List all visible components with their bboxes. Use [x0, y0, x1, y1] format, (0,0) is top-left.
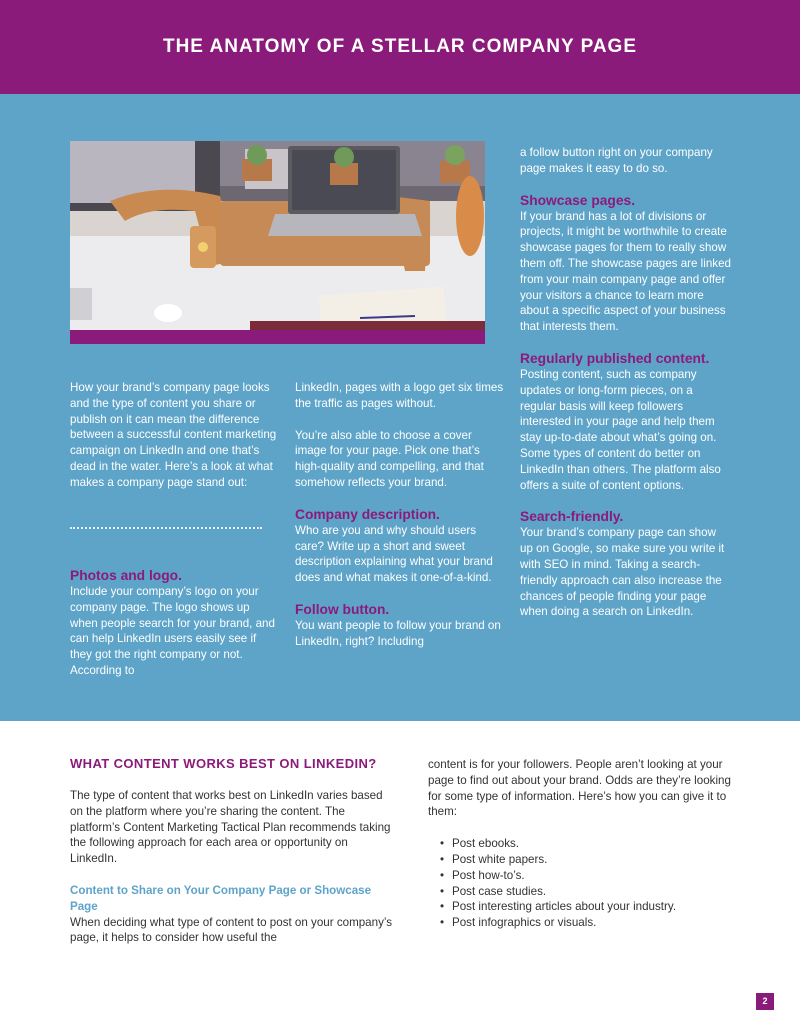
page-header — [0, 0, 800, 94]
list-item: • Post ebooks. — [440, 836, 733, 852]
content-share-body: When deciding what type of content to post on your company’s page, it helps to consider how useful the — [70, 915, 393, 945]
lower-section-title: WHAT CONTENT WORKS BEST ON LINKEDIN? — [70, 756, 377, 771]
page-title: THE ANATOMY OF A STELLAR COMPANY PAGE — [162, 36, 638, 57]
hero-photo — [70, 141, 485, 344]
showcase-body: If your brand has a lot of divisions or projects, it might be worthwhile to create showcase pages for them to really show them off. The showcase pages are linked from your main company page and offer your visitors a chance to learn more about a specific aspect of your business that interests them. — [520, 209, 731, 334]
follow-continuation: a follow button right on your company page makes it easy to do so. — [520, 146, 713, 175]
column-2 — [295, 380, 505, 650]
list-item: • Post interesting articles about your industry. — [440, 899, 733, 915]
regular-content-body: Posting content, such as company updates or long-form pieces, on a regular basis will keep followers interested in your page and help them stay up-to-date about what’s going on. Some types of content do better on LinkedIn than others. The platform also offers a suite of content options. — [520, 367, 721, 492]
follow-button-body: You want people to follow your brand on LinkedIn, right? Including — [295, 618, 501, 648]
page-number: 2 — [756, 993, 774, 1010]
content-ideas-list — [440, 836, 733, 931]
list-item: • Post white papers. — [440, 852, 733, 868]
search-friendly-body: Your brand’s company page can show up on Google, so make sure you write it with SEO in mind. Taking a search-friendly approach can also increase the chances of people finding your page when doing a search on LinkedIn. — [520, 526, 725, 619]
column-3 — [520, 145, 732, 620]
desk-photo-illustration — [70, 141, 485, 344]
company-description-heading: Company description. — [295, 506, 440, 522]
photos-section — [70, 568, 280, 679]
photos-body: Include your company’s logo on your company page. The logo shows up when people search for your brand, and can help LinkedIn users easily see if they got the right company or not. According to — [70, 585, 275, 677]
cover-image-paragraph: You’re also able to choose a cover image for your page. Pick one that’s high-quality and compelling, and that somehow reflects your brand. — [295, 428, 484, 489]
search-friendly-heading: Search-friendly. — [520, 509, 624, 525]
lower-left-column — [70, 788, 395, 946]
follow-button-heading: Follow button. — [295, 601, 390, 617]
lower-intro: The type of content that works best on LinkedIn varies based on the platform where you’re sharing the content. The platform’s Content Marketing Tactical Plan recommends taking the following approach for each area or opportunity on LinkedIn. — [70, 789, 391, 866]
content-share-subheading: Content to Share on Your Company Page or Showcase Page — [70, 883, 372, 913]
intro-paragraph: How your brand’s company page looks and the type of content you share or publish on it can mean the difference between a successful content marketing campaign on LinkedIn and one that’s dead in the water. Here’s a look at what makes a company page stand out: — [70, 381, 277, 489]
lower-right-column — [428, 757, 733, 931]
company-description-body: Who are you and why should users care? Write up a short and sweet description explaining what your brand does and what makes it one-of-a-kind. — [295, 523, 493, 585]
logo-traffic-paragraph: LinkedIn, pages with a logo get six times the traffic as pages without. — [295, 381, 504, 410]
photo-accent-strip — [70, 330, 485, 344]
list-item: • Post case studies. — [440, 884, 733, 900]
column-1 — [70, 380, 280, 491]
showcase-heading: Showcase pages. — [520, 192, 636, 208]
list-item: • Post how-to’s. — [440, 868, 733, 884]
photos-heading: Photos and logo. — [70, 568, 182, 583]
list-item: • Post infographics or visuals. — [440, 915, 733, 931]
followers-paragraph: content is for your followers. People aren’t looking at your page to find out about your brand. Odds are they’re looking for some type of information. Here’s how you can give it to them: — [428, 758, 731, 819]
regular-content-heading: Regularly published content. — [520, 350, 710, 366]
dotted-divider — [70, 527, 262, 529]
